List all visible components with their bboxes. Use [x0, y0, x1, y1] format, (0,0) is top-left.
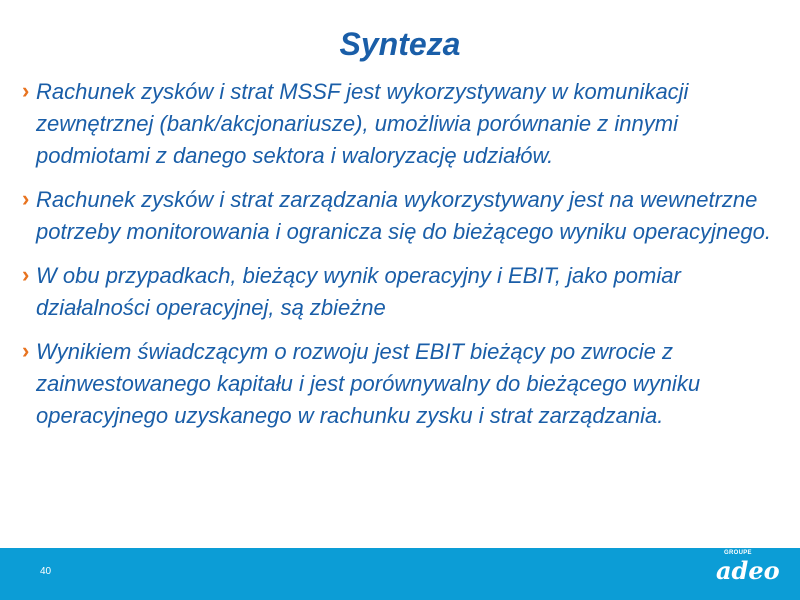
bullet-item	[22, 76, 782, 172]
bullet-text: Rachunek zysków i strat zarządzania wykorzystywany jest na wewnetrzne potrzeby monitorowania i ogranicza się do bieżącego wyniku operacyjnego.	[36, 187, 771, 244]
bullet-list	[22, 76, 782, 444]
company-logo	[706, 540, 780, 598]
bullet-text: W obu przypadkach, bieżący wynik operacyjny i EBIT, jako pomiar działalności operacyjnej, są zbieżne	[36, 263, 681, 320]
bullet-text: Rachunek zysków i strat MSSF jest wykorzystywany w komunikacji zewnętrznej (bank/akcjonariusze), umożliwia porównanie z innymi podmiotami z danego sektora i waloryzację udziałów.	[36, 79, 689, 168]
slide-title: Synteza	[339, 26, 461, 62]
bullet-item	[22, 260, 782, 324]
bullet-item	[22, 336, 782, 432]
chevron-right-icon: ›	[22, 186, 30, 211]
bullet-text: Wynikiem świadczącym o rozwoju jest EBIT bieżący po zwrocie z zainwestowanego kapitału i jest porównywalny do bieżącego wyniku operacyjnego uzyskanego w rachunku zysku i strat zarządzania.	[36, 339, 701, 428]
chevron-right-icon: ›	[22, 262, 30, 287]
logo-wordmark: adeo	[716, 556, 780, 585]
chevron-right-icon: ›	[22, 338, 30, 363]
chevron-right-icon: ›	[22, 78, 30, 103]
bullet-item	[22, 184, 782, 248]
footer-bar	[0, 548, 800, 600]
logo-groupe-text: GROUPE	[724, 550, 752, 556]
page-number: 40	[40, 566, 52, 577]
